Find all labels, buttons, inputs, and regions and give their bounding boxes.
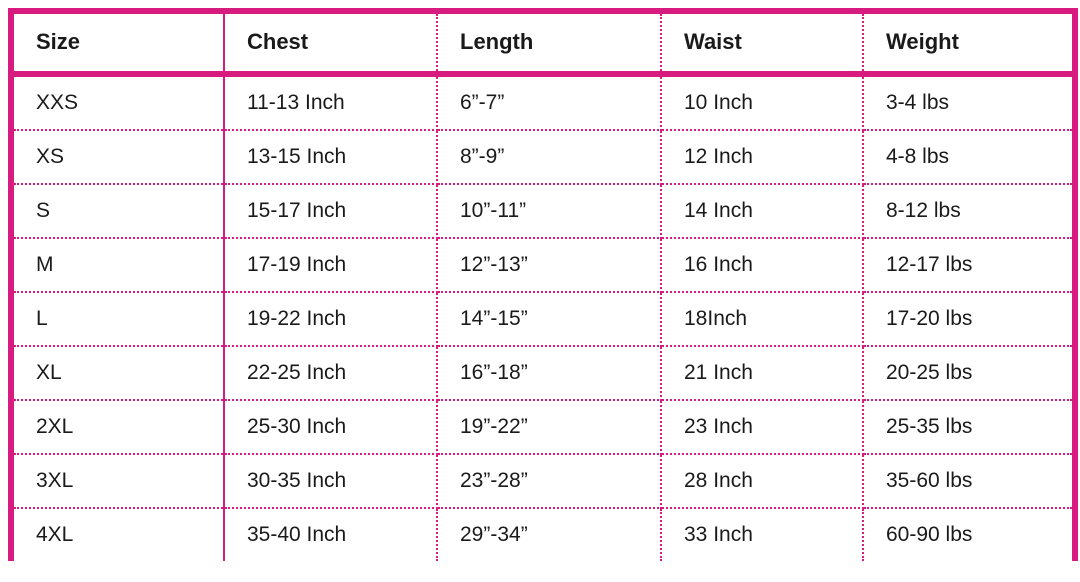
cell-weight: 4-8 lbs <box>863 130 1075 184</box>
cell-size: M <box>11 238 224 292</box>
cell-length: 12”-13” <box>437 238 661 292</box>
table-row <box>11 238 1075 292</box>
column-header-length: Length <box>437 11 661 74</box>
cell-waist: 14 Inch <box>661 184 863 238</box>
table-row <box>11 74 1075 130</box>
cell-length: 8”-9” <box>437 130 661 184</box>
table-row <box>11 454 1075 508</box>
cell-waist: 33 Inch <box>661 508 863 561</box>
cell-length: 16”-18” <box>437 346 661 400</box>
cell-length: 10”-11” <box>437 184 661 238</box>
table-row <box>11 508 1075 561</box>
cell-weight: 8-12 lbs <box>863 184 1075 238</box>
cell-size: XXS <box>11 74 224 130</box>
cell-waist: 23 Inch <box>661 400 863 454</box>
column-header-size: Size <box>11 11 224 74</box>
cell-size: 4XL <box>11 508 224 561</box>
cell-chest: 22-25 Inch <box>224 346 437 400</box>
cell-chest: 25-30 Inch <box>224 400 437 454</box>
cell-weight: 12-17 lbs <box>863 238 1075 292</box>
column-header-weight: Weight <box>863 11 1075 74</box>
cell-weight: 3-4 lbs <box>863 74 1075 130</box>
cell-chest: 17-19 Inch <box>224 238 437 292</box>
cell-waist: 10 Inch <box>661 74 863 130</box>
cell-chest: 11-13 Inch <box>224 74 437 130</box>
cell-chest: 13-15 Inch <box>224 130 437 184</box>
table-row <box>11 346 1075 400</box>
cell-length: 29”-34” <box>437 508 661 561</box>
cell-waist: 16 Inch <box>661 238 863 292</box>
cell-size: 3XL <box>11 454 224 508</box>
cell-length: 14”-15” <box>437 292 661 346</box>
cell-waist: 18Inch <box>661 292 863 346</box>
size-chart-table <box>8 8 1078 561</box>
cell-weight: 20-25 lbs <box>863 346 1075 400</box>
cell-chest: 15-17 Inch <box>224 184 437 238</box>
cell-size: L <box>11 292 224 346</box>
cell-size: XL <box>11 346 224 400</box>
cell-chest: 19-22 Inch <box>224 292 437 346</box>
table-header-row <box>11 11 1075 74</box>
table-row <box>11 184 1075 238</box>
column-header-waist: Waist <box>661 11 863 74</box>
cell-length: 6”-7” <box>437 74 661 130</box>
cell-waist: 28 Inch <box>661 454 863 508</box>
table-header <box>11 11 1075 74</box>
cell-length: 19”-22” <box>437 400 661 454</box>
table-body <box>11 74 1075 561</box>
cell-length: 23”-28” <box>437 454 661 508</box>
cell-waist: 21 Inch <box>661 346 863 400</box>
cell-weight: 35-60 lbs <box>863 454 1075 508</box>
cell-chest: 30-35 Inch <box>224 454 437 508</box>
cell-weight: 17-20 lbs <box>863 292 1075 346</box>
cell-waist: 12 Inch <box>661 130 863 184</box>
cell-chest: 35-40 Inch <box>224 508 437 561</box>
cell-size: XS <box>11 130 224 184</box>
cell-size: 2XL <box>11 400 224 454</box>
cell-weight: 60-90 lbs <box>863 508 1075 561</box>
table-row <box>11 400 1075 454</box>
cell-weight: 25-35 lbs <box>863 400 1075 454</box>
table-row <box>11 130 1075 184</box>
table-row <box>11 292 1075 346</box>
column-header-chest: Chest <box>224 11 437 74</box>
cell-size: S <box>11 184 224 238</box>
